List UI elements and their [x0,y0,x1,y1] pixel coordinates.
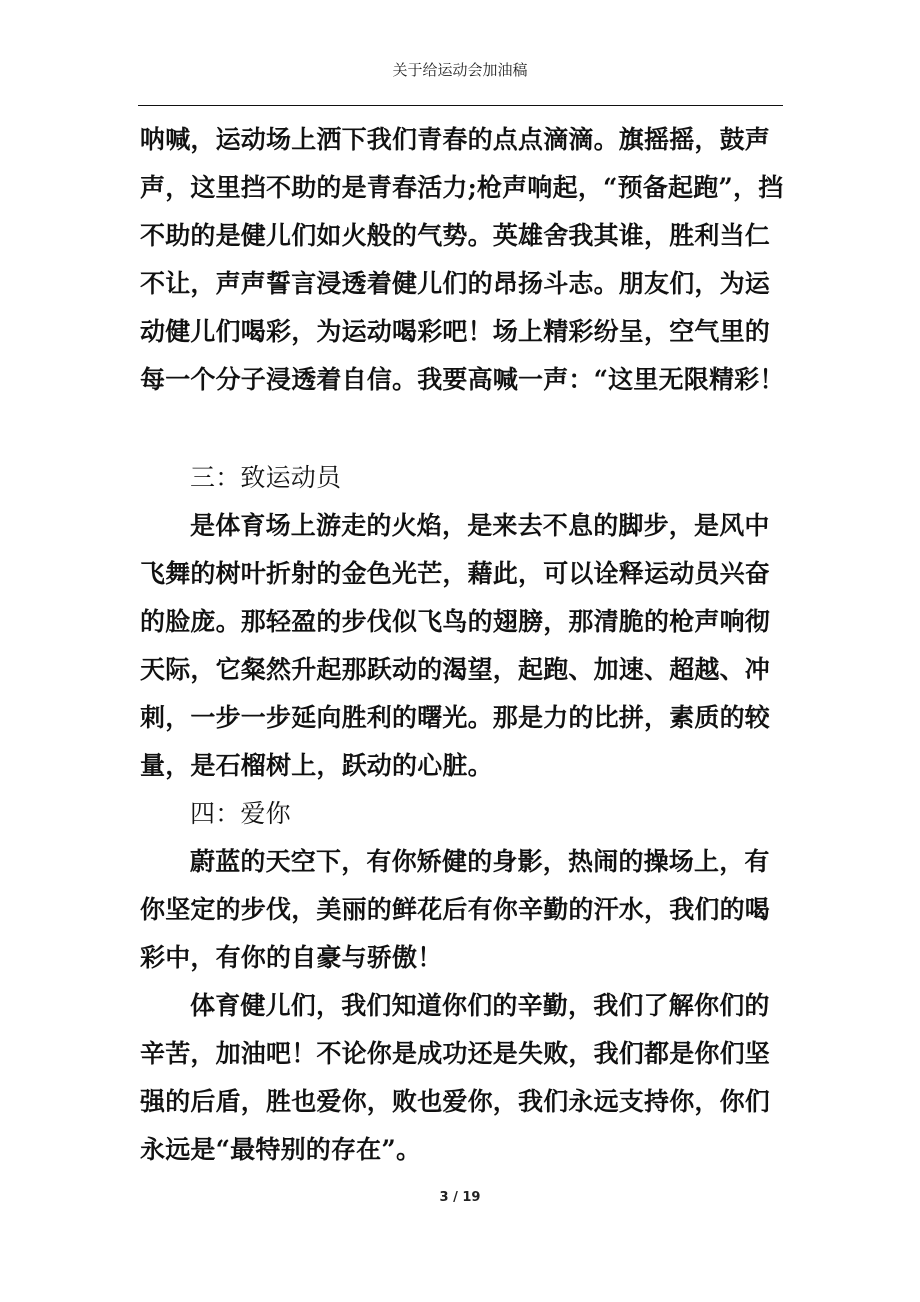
header-divider [138,105,783,106]
body-line: 的脸庞。那轻盈的步伐似飞鸟的翅膀，那清脆的枪声响彻 [140,607,771,636]
section-heading-love-you: 四：爱你 [190,799,291,828]
body-line: 呐喊，运动场上洒下我们青春的点点滴滴。旗摇摇，鼓声 [140,125,771,154]
body-line: 每一个分子浸透着自信。我要高喊一声：“这里无限精彩！ [140,365,785,394]
body-line: 强的后盾，胜也爱你，败也爱你，我们永远支持你，你们 [140,1087,771,1116]
paragraph-gap [140,404,782,454]
body-line: 不助的是健儿们如火般的气势。英雄舍我其谁，胜利当仁 [140,221,771,250]
document-body [140,116,785,1174]
page-header-title: 关于给运动会加油稿 [392,61,528,79]
body-line: 量，是石榴树上，跃动的心脏。 [140,751,493,780]
body-line: 体育健儿们，我们知道你们的辛勤，我们了解你们的 [190,991,770,1020]
body-line: 蔚蓝的天空下，有你矫健的身影，热闹的操场上，有 [190,847,770,876]
body-line: 刺，一步一步延向胜利的曙光。那是力的比拼，素质的较 [140,703,771,732]
section-heading-athletes: 三：致运动员 [190,463,342,492]
body-line: 辛苦，加油吧！不论你是成功还是失败，我们都是你们坚 [140,1039,771,1068]
body-line: 天际，它粲然升起那跃动的渴望，起跑、加速、超越、冲 [140,655,771,684]
body-line: 不让，声声誓言浸透着健儿们的昂扬斗志。朋友们，为运 [140,269,771,298]
body-line: 声，这里挡不助的是青春活力;枪声响起，“预备起跑”，挡 [140,173,784,202]
body-line: 彩中，有你的自豪与骄傲！ [140,943,443,972]
body-line: 动健儿们喝彩，为运动喝彩吧！场上精彩纷呈，空气里的 [140,317,771,346]
body-line: 是体育场上游走的火焰，是来去不息的脚步，是风中 [190,511,770,540]
page-number: 3 / 19 [439,1190,481,1205]
body-line: 永远是“最特别的存在”。 [140,1135,422,1164]
body-line: 飞舞的树叶折射的金色光芒，藉此，可以诠释运动员兴奋 [140,559,771,588]
body-line: 你坚定的步伐，美丽的鲜花后有你辛勤的汗水，我们的喝 [140,895,771,924]
